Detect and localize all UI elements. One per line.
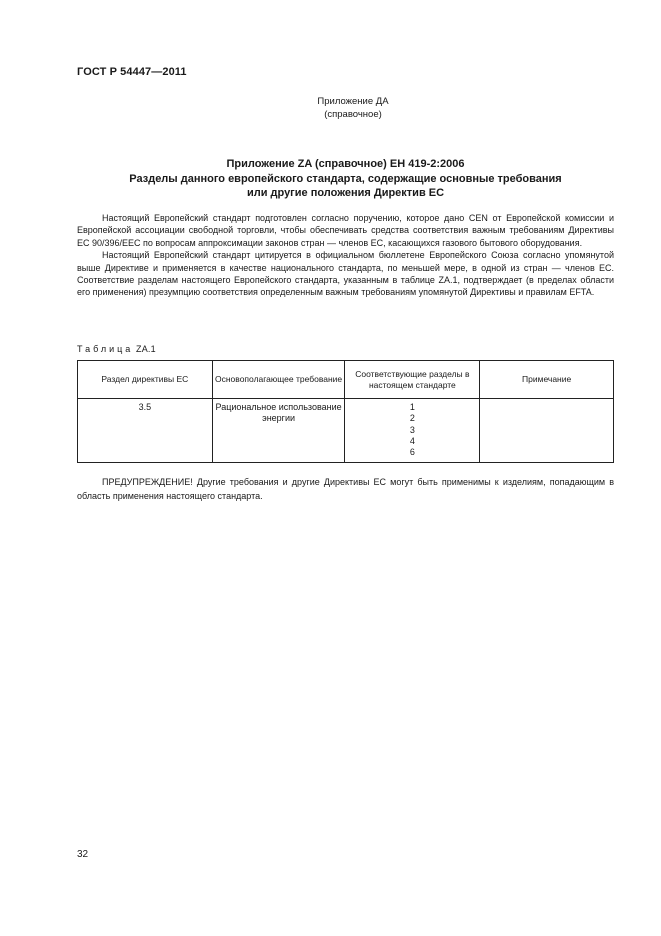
table-za1 (77, 360, 614, 463)
header-note: Примечание (480, 361, 614, 399)
annex-label-title: Приложение ДА (317, 96, 389, 107)
annex-title-line-2: Разделы данного европейского стандарта, содержащие основные требования (129, 172, 562, 185)
annex-label (0, 95, 661, 121)
paragraph-conformity: Настоящий Европейский стандарт цитируется в официальном бюллетене Европейского Союза согласно упомянутой выше Директиве и применяется в качестве национального стандарта, по меньшей мере, в одной из стран — членов ЕС. Соответствие разделам настоящего Европейского стандарта, указанным в таблице ZA.1, подтверждает (в пределах области его применения) презумпцию соответствия определенным важным требованиям упомянутой Директивы и правилам EFTA. (77, 250, 614, 298)
paragraph-mandate: Настоящий Европейский стандарт подготовлен согласно поручению, которое дано CEN от Европейской комиссии и Европейской ассоциации свободной торговли, чтобы обеспечивать средства соответствия важным требованиям Директивы ЕС 90/396/ЕЕС по вопросам аппроксимации законов стран — членов ЕС, касающихся газового бытового оборудования. (77, 213, 614, 248)
table-header-row (78, 361, 614, 399)
standard-id-header: ГОСТ Р 54447—2011 (77, 66, 187, 78)
header-essential-requirement: Основополагающее требование (212, 361, 345, 399)
section-number: 4 (409, 435, 415, 446)
section-number: 2 (409, 413, 415, 424)
section-number: 1 (409, 402, 415, 412)
table-caption-number: ZA.1 (136, 344, 156, 354)
warning-text: ПРЕДУПРЕЖДЕНИЕ! Другие требования и другие Директивы ЕС могут быть применимы к изделиям, попадающим в область применения настоящего стандарта. (77, 477, 614, 501)
annex-label-kind: (справочное) (324, 109, 382, 120)
annex-title (77, 157, 614, 201)
section-number: 3 (409, 424, 415, 435)
annex-title-line-3: или другие положения Директив ЕС (246, 187, 445, 199)
cell-sections (345, 399, 480, 463)
table-caption-word: Таблица (77, 344, 134, 354)
annex-title-line-1: Приложение ZA (справочное) ЕН 419-2:2006 (226, 158, 465, 170)
section-number: 6 (409, 447, 415, 458)
header-directive-section: Раздел директивы ЕС (78, 361, 213, 399)
table-row (78, 399, 614, 463)
page-number: 32 (77, 849, 89, 860)
body-text (77, 212, 614, 299)
header-corresponding-sections: Соответствующие разделы в настоящем стандарте (345, 361, 480, 399)
cell-requirement: Рациональное использование энергии (212, 399, 345, 463)
warning-block (77, 475, 614, 503)
sections-list (345, 402, 479, 458)
cell-directive-section: 3.5 (78, 399, 213, 463)
table-caption (77, 344, 156, 354)
cell-note (480, 399, 614, 463)
